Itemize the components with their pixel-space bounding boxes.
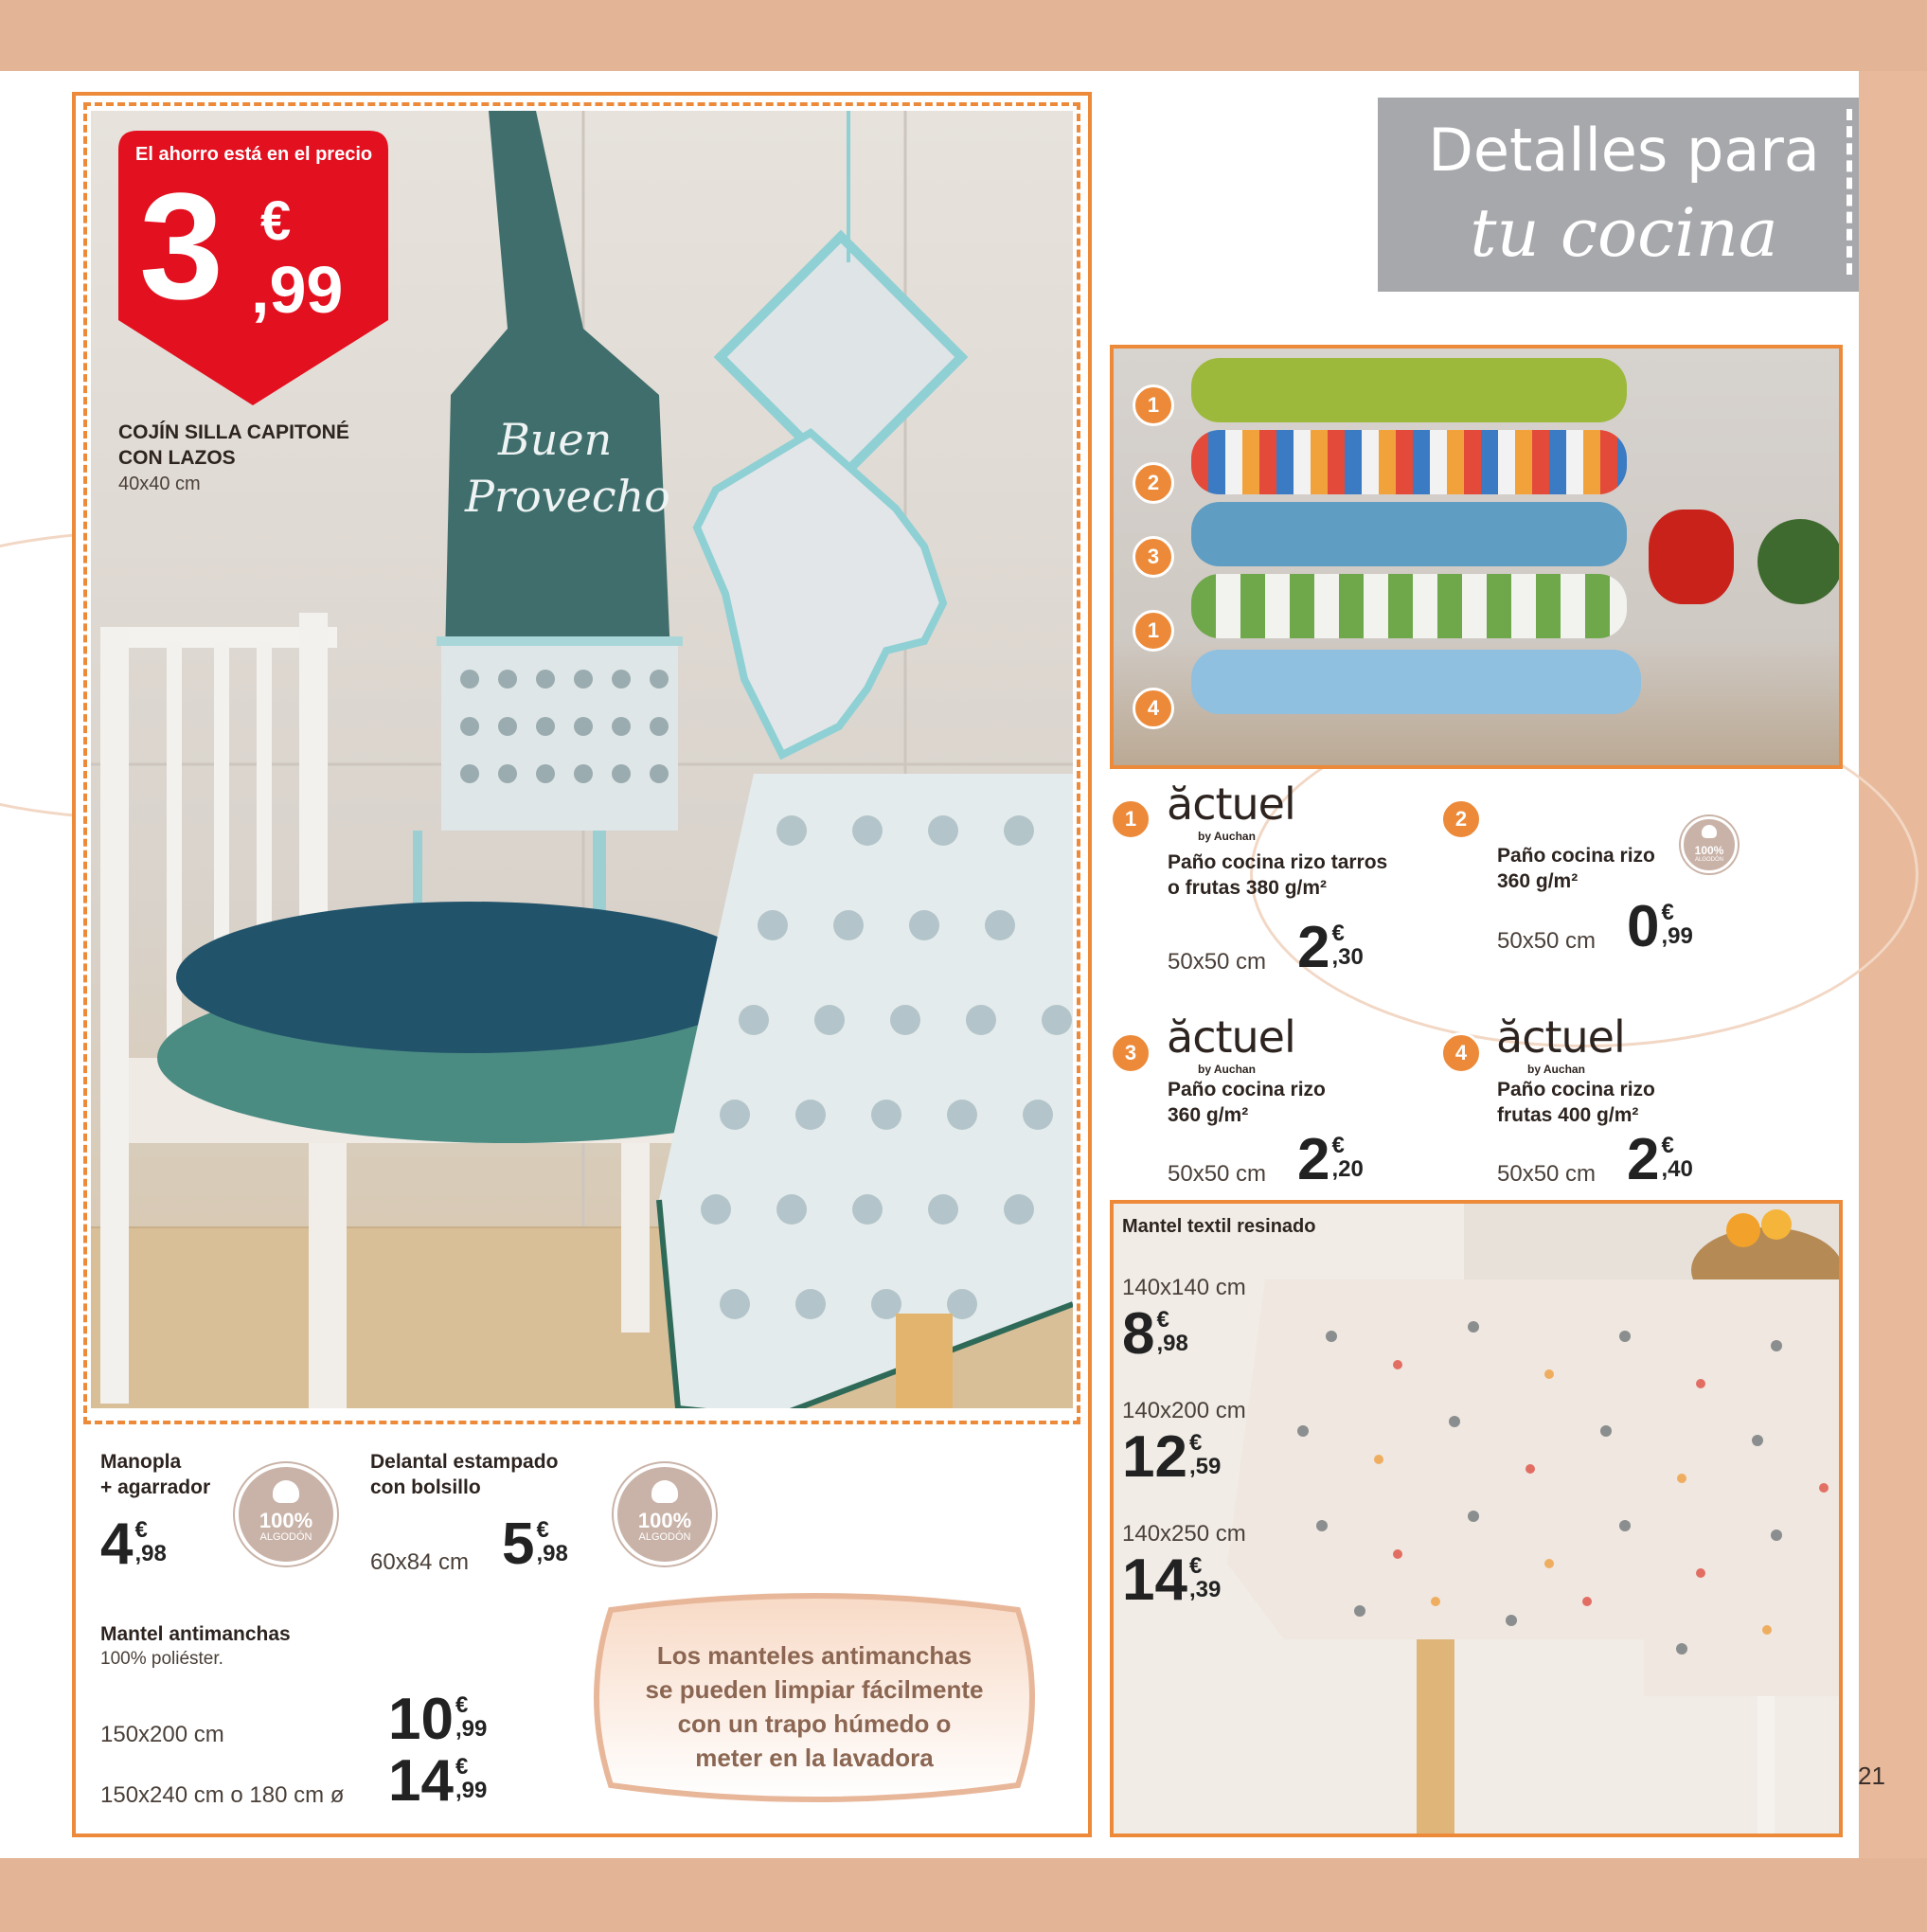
- towel-size: 50x50 cm: [1168, 1161, 1267, 1187]
- page-number: 21: [1858, 1762, 1885, 1790]
- mantel-size: 150x240 cm o 180 cm ø: [100, 1782, 345, 1808]
- price-int: 14: [388, 1748, 454, 1814]
- mantel-textil-size: 140x250 cm: [1122, 1521, 1246, 1547]
- towel-product-name: [1497, 1077, 1655, 1128]
- badge-price-decimals: ,99: [251, 253, 344, 327]
- towel-product-name: [1168, 850, 1387, 901]
- price-int: 8: [1122, 1301, 1155, 1367]
- actuel-byline: by Auchan: [1198, 830, 1256, 843]
- mantel-textil-price: [1122, 1301, 1188, 1367]
- product-price: [100, 1512, 167, 1577]
- featured-title: [118, 420, 349, 471]
- pepper-image: [1649, 510, 1734, 604]
- product-name-line1: Paño cocina rizo tarros: [1168, 851, 1388, 873]
- price-currency: €: [1156, 1307, 1169, 1333]
- towel-size: 50x50 cm: [1168, 949, 1267, 975]
- mantel-textil-size: 140x200 cm: [1122, 1398, 1246, 1423]
- product-name-line2: con bolsillo: [370, 1476, 481, 1498]
- cotton-label: ALGODÓN: [1694, 857, 1723, 863]
- towel-number-badge: 2: [1133, 462, 1174, 504]
- cotton-percent: 100%: [1694, 844, 1724, 857]
- cotton-percent: 100%: [637, 1509, 692, 1532]
- price-decimals: ,99: [455, 1778, 488, 1803]
- towels-photo: [1110, 345, 1843, 769]
- price-currency: €: [455, 1754, 469, 1780]
- price-int: 4: [100, 1512, 134, 1577]
- price-int: 2: [1297, 915, 1330, 980]
- cotton-boll-icon: [273, 1480, 299, 1503]
- badge-price-int: 3: [139, 161, 223, 331]
- towel-product-name: [1497, 843, 1655, 894]
- tip-callout: [592, 1591, 1037, 1804]
- product-number-badge: 2: [1440, 798, 1482, 840]
- cotton-boll-icon: [1702, 825, 1717, 838]
- price-decimals: ,98: [134, 1541, 167, 1566]
- price-decimals: ,99: [455, 1716, 488, 1742]
- price-currency: €: [1188, 1553, 1203, 1579]
- price-decimals: ,40: [1661, 1156, 1693, 1182]
- broccoli-image: [1757, 519, 1843, 604]
- product-name-line2: frutas 400 g/m²: [1497, 1104, 1639, 1126]
- product-name-line1: Delantal estampado: [370, 1451, 559, 1473]
- price-currency: €: [1331, 1133, 1345, 1158]
- towel-product-name: [1168, 1077, 1326, 1128]
- mantel-textil-price: [1122, 1424, 1222, 1490]
- price-decimals: ,98: [1156, 1331, 1188, 1356]
- actuel-logo: ăctuel: [1167, 1011, 1295, 1063]
- mantel-textil-price: [1122, 1547, 1222, 1613]
- product-name: [100, 1449, 210, 1500]
- price-decimals: ,99: [1661, 923, 1693, 949]
- towel-light-blue: [1191, 650, 1641, 714]
- cotton-label: ALGODÓN: [259, 1531, 312, 1543]
- mantel-antimanchas-name: Mantel antimanchas: [100, 1623, 291, 1645]
- apron-text-line2: Provecho: [465, 471, 670, 522]
- towel-price: [1627, 894, 1693, 959]
- towel-size: 50x50 cm: [1497, 1161, 1597, 1187]
- towel-price: [1297, 915, 1364, 980]
- cotton-100-icon: [614, 1463, 716, 1565]
- tip-line3: con un trapo húmedo o: [677, 1709, 952, 1738]
- price-currency: €: [1188, 1430, 1203, 1456]
- product-number-badge: 3: [1110, 1032, 1151, 1074]
- cotton-100-icon: [1681, 816, 1738, 873]
- section-title-line2: tu cocina: [1470, 194, 1778, 272]
- price-decimals: ,39: [1188, 1577, 1222, 1602]
- tip-text: [592, 1638, 1037, 1775]
- title-dashed-line: [1847, 109, 1852, 275]
- tip-line1: Los manteles antimanchas: [656, 1641, 972, 1670]
- tip-line2: se pueden limpiar fácilmente: [645, 1675, 984, 1704]
- top-band: [0, 0, 1927, 71]
- towel-price: [1297, 1127, 1364, 1192]
- section-title-line1: Detalles para: [1428, 116, 1820, 185]
- product-number-badge: 1: [1110, 798, 1151, 840]
- price-decimals: ,20: [1331, 1156, 1364, 1182]
- featured-price-badge: [118, 131, 388, 405]
- price-decimals: ,30: [1331, 944, 1364, 970]
- product-name-line2: 360 g/m²: [1168, 1104, 1249, 1126]
- apron-text-line1: Buen: [498, 414, 613, 465]
- badge-price-currency: €: [260, 190, 292, 252]
- cotton-percent: 100%: [259, 1509, 313, 1532]
- product-name-line1: Paño cocina rizo: [1497, 1079, 1655, 1100]
- product-name-line2: o frutas 380 g/m²: [1168, 877, 1328, 899]
- towel-price: [1627, 1127, 1693, 1192]
- price-decimals: ,98: [536, 1541, 568, 1566]
- product-name-line1: Paño cocina rizo: [1497, 845, 1655, 867]
- mantel-price: [388, 1748, 488, 1814]
- product-price: [502, 1512, 568, 1577]
- featured-size: 40x40 cm: [118, 474, 201, 494]
- price-currency: €: [1661, 1133, 1674, 1158]
- cotton-label: ALGODÓN: [638, 1531, 691, 1543]
- towel-green-check: [1191, 574, 1627, 638]
- price-decimals: ,59: [1188, 1454, 1222, 1479]
- cotton-100-icon: [235, 1463, 337, 1565]
- product-name: [370, 1449, 558, 1500]
- towel-checked: [1191, 430, 1627, 494]
- towel-number-badge: 4: [1133, 688, 1174, 729]
- towel-number-badge: 3: [1133, 536, 1174, 578]
- mantel-price: [388, 1687, 488, 1752]
- price-currency: €: [1331, 921, 1345, 946]
- mantel-antimanchas-material: 100% poliéster.: [100, 1649, 223, 1669]
- price-int: 5: [502, 1512, 535, 1577]
- product-number-badge: 4: [1440, 1032, 1482, 1074]
- featured-title-line1: COJÍN SILLA CAPITONÉ: [118, 421, 349, 443]
- actuel-logo: ăctuel: [1496, 1011, 1625, 1063]
- towel-size: 50x50 cm: [1497, 928, 1597, 954]
- price-int: 0: [1627, 894, 1660, 959]
- cotton-boll-icon: [651, 1480, 678, 1503]
- featured-title-line2: CON LAZOS: [118, 447, 236, 469]
- price-currency: €: [455, 1692, 469, 1718]
- towel-number-badge: 1: [1133, 385, 1174, 426]
- price-int: 2: [1297, 1127, 1330, 1192]
- towel-green: [1191, 358, 1627, 422]
- price-int: 12: [1122, 1424, 1187, 1490]
- product-name-line1: Paño cocina rizo: [1168, 1079, 1326, 1100]
- price-currency: €: [134, 1517, 148, 1543]
- price-int: 10: [388, 1687, 454, 1752]
- price-int: 2: [1627, 1127, 1660, 1192]
- actuel-logo: ăctuel: [1167, 778, 1295, 830]
- price-int: 14: [1122, 1547, 1187, 1613]
- mantel-textil-name: Mantel textil resinado: [1122, 1216, 1316, 1237]
- product-name-line1: Manopla: [100, 1451, 182, 1473]
- towel-number-badge: 1: [1133, 610, 1174, 652]
- actuel-byline: by Auchan: [1198, 1063, 1256, 1076]
- mantel-size: 150x200 cm: [100, 1722, 224, 1747]
- mantel-textil-size: 140x140 cm: [1122, 1275, 1246, 1300]
- tip-line4: meter en la lavadora: [695, 1744, 934, 1772]
- actuel-byline: by Auchan: [1527, 1063, 1585, 1076]
- badge-text: El ahorro está en el precio: [135, 144, 373, 165]
- product-size: 60x84 cm: [370, 1549, 470, 1575]
- towel-blue: [1191, 502, 1627, 566]
- product-name-line2: 360 g/m²: [1497, 870, 1579, 892]
- product-name-line2: + agarrador: [100, 1476, 211, 1498]
- price-currency: €: [1661, 900, 1674, 925]
- bottom-band: [0, 1858, 1927, 1932]
- price-currency: €: [536, 1517, 549, 1543]
